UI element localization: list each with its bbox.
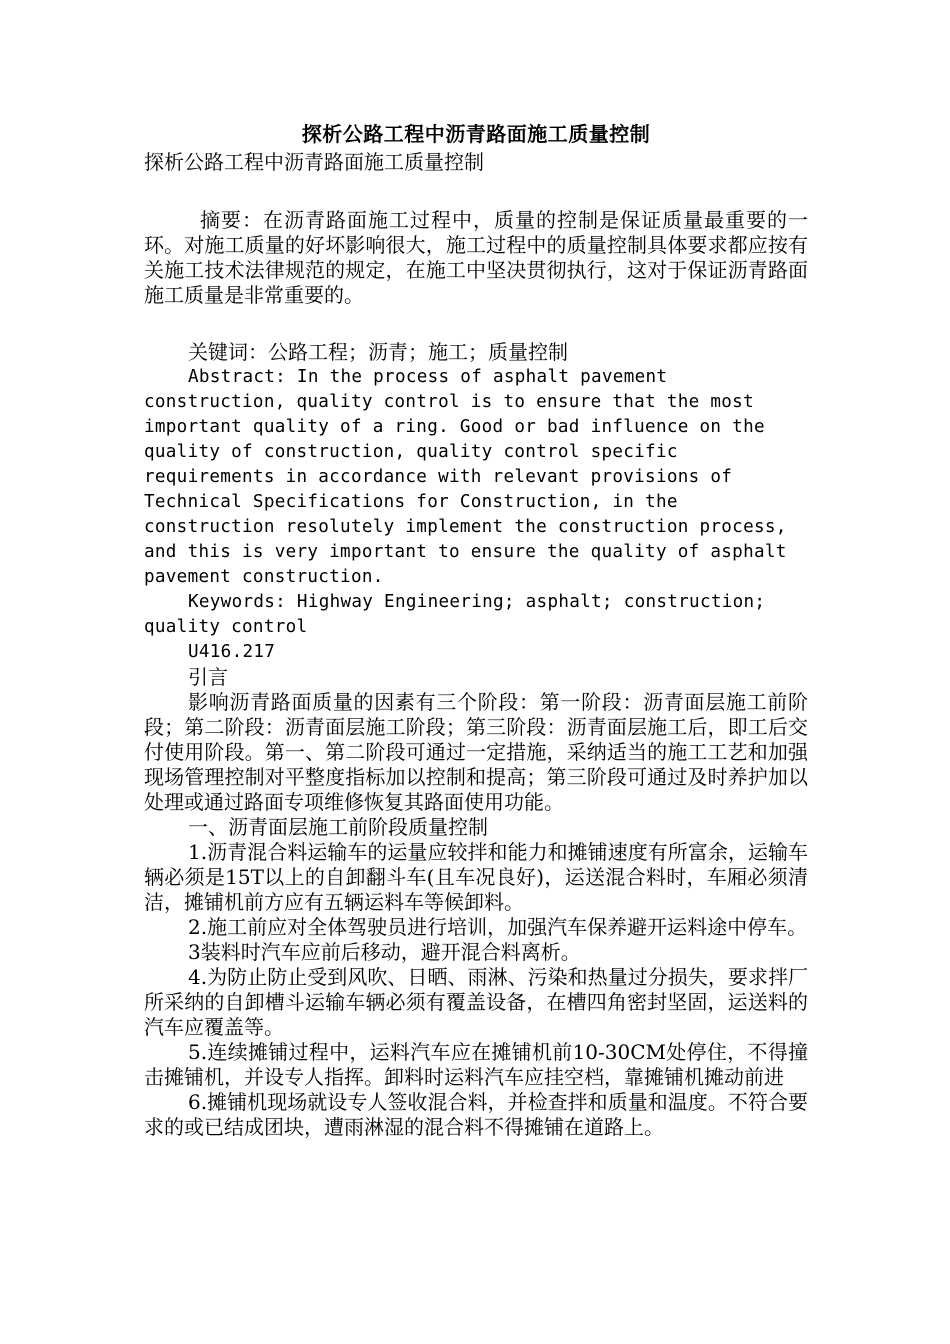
document-page [144,120,808,1140]
keywords-en: Keywords: Highway Engineering; asphalt; construction; quality control [144,592,766,637]
intro-heading: 引言 [188,665,228,689]
list-item: 6.摊铺机现场就设专人签收混合料，并检查拌和质量和温度。不符合要求的或已结成团块，遭雨淋湿的混合料不得摊铺在道路上。 [144,1090,808,1139]
keywords-cn: 关键词：公路工程；沥青；施工；质量控制 [188,340,568,364]
document-title: 探析公路工程中沥青路面施工质量控制 [301,122,651,146]
document-subtitle: 探析公路工程中沥青路面施工质量控制 [144,150,484,174]
list-item: 2.施工前应对全体驾驶员进行培训，加强汽车保养避开运料途中停车。 [188,915,808,939]
intro-paragraph: 影响沥青路面质量的因素有三个阶段：第一阶段：沥青面层施工前阶段；第二阶段：沥青面层施工阶段；第三阶段：沥青面层施工后，即工后交付使用阶段。第一、第二阶段可通过一定措施，采纳适当的施工工艺和加强现场管理控制对平整度指标加以控制和提高；第三阶段可通过及时养护加以处理或通过路面专项维修恢复其路面使用功能。 [144,690,808,814]
list-item: 3装料时汽车应前后移动，避开混合料离析。 [188,940,581,964]
list-item: 5.连续摊铺过程中，运料汽车应在摊铺机前10-30CM处停住，不得撞击摊铺机，并设专人指挥。卸料时运料汽车应挂空档，靠摊铺机摊动前进 [144,1040,808,1089]
list-item: 4.为防止防止受到风吹、日晒、雨淋、污染和热量过分损失，要求拌厂所采纳的自卸槽斗运输车辆必须有覆盖设备，在槽四角密封坚固，运送料的汽车应覆盖等。 [144,965,808,1039]
list-item: 1.沥青混合料运输车的运量应较拌和能力和摊铺速度有所富余，运输车辆必须是15T以上的自卸翻斗车(且车况良好)，运送混合料时，车厢必须清洁，摊铺机前方应有五辆运料车等候卸料。 [144,840,808,914]
abstract-cn: 摘要：在沥青路面施工过程中，质量的控制是保证质量最重要的一环。对施工质量的好坏影响很大，施工过程中的质量控制具体要求都应按有关施工技术法律规范的规定，在施工中坚决贯彻执行，这对于保证沥青路面施工质量是非常重要的。 [144,208,808,307]
section-heading: 一、沥青面层施工前阶段质量控制 [188,815,488,839]
abstract-en: Abstract: In the process of asphalt pavement construction, quality control is to ensure that the most important quality of a ring. Good or bad influence on the quality of construction, quality control specific requirements in accordance with relevant provisions of Technical Specifications for Construction, in the construction resolutely implement the construction process, and this is very important to ensure the quality of asphalt pavement construction. [144,367,787,587]
classification-number: U416.217 [188,642,276,662]
